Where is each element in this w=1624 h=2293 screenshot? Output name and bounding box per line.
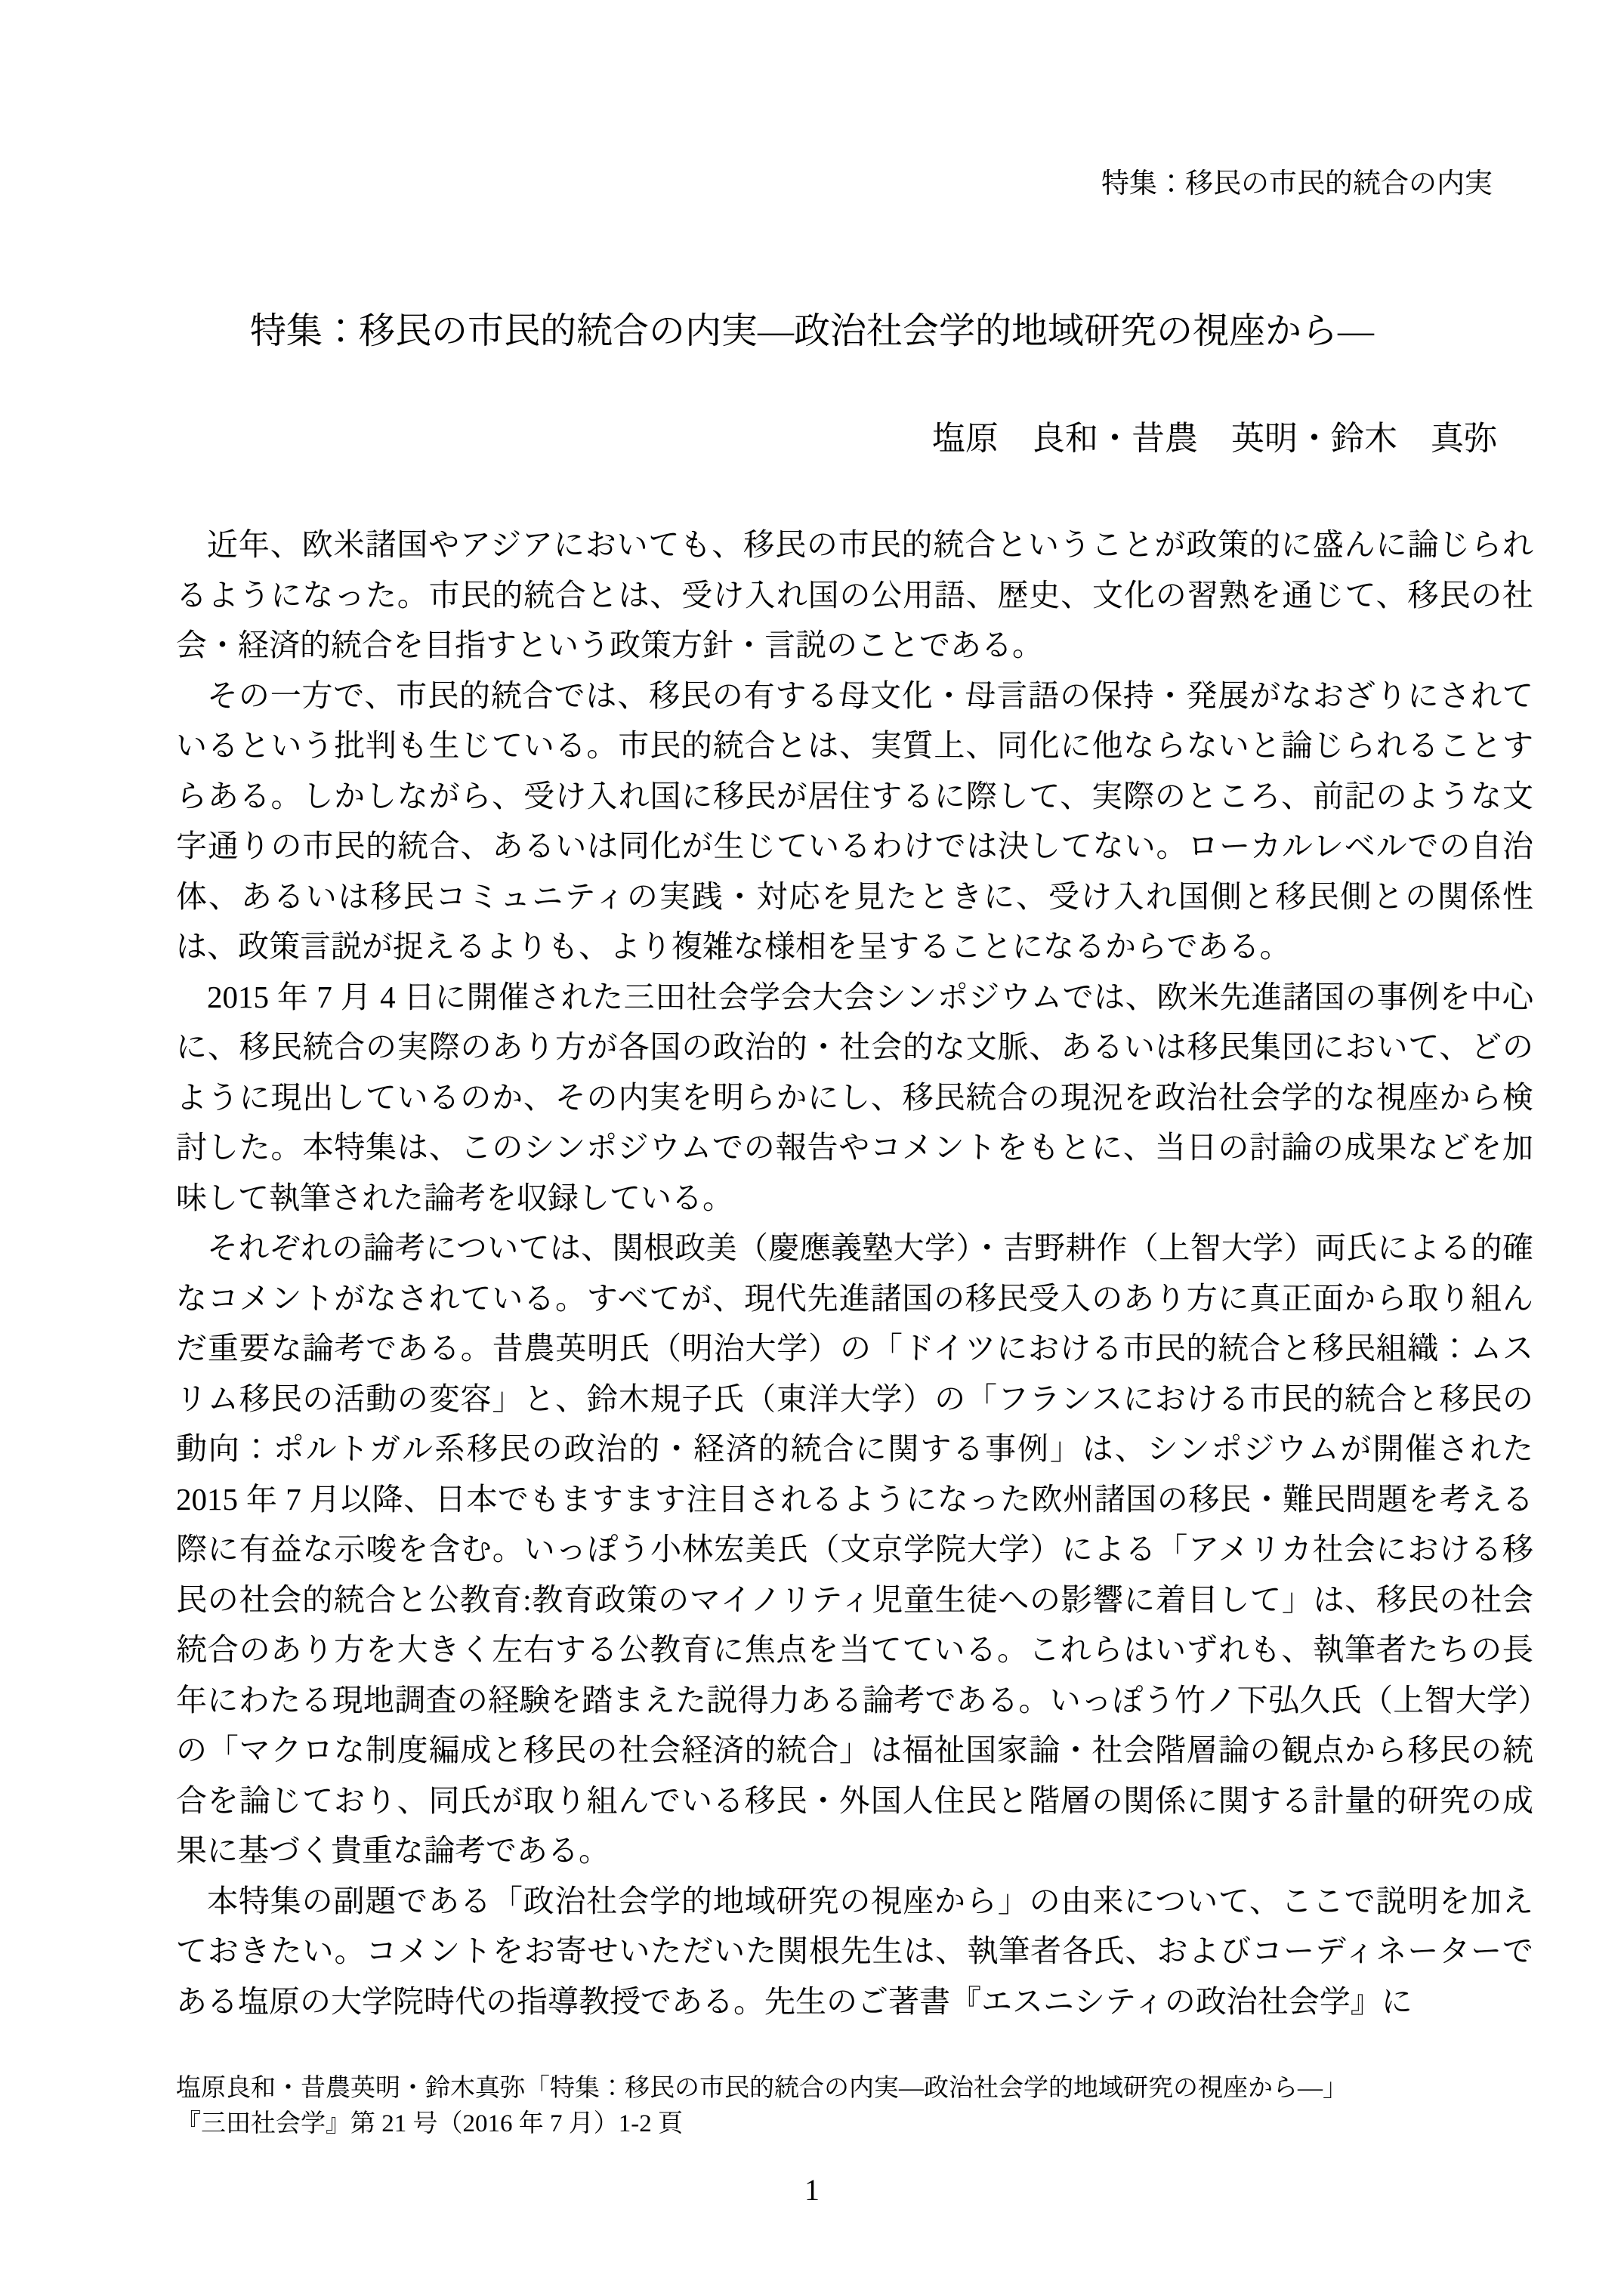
- page-number: 1: [804, 2173, 820, 2207]
- citation-footer: [176, 2071, 1533, 2142]
- body-paragraph: その一方で、市民的統合では、移民の有する母文化・母言語の保持・発展がなおざりにされているという批判も生じている。市民的統合とは、実質上、同化に他ならないと論じられることすらある。しかしながら、受け入れ国に移民が居住するに際して、実際のところ、前記のような文字通りの市民的統合、あるいは同化が生じているわけでは決してない。ローカルレベルでの自治体、あるいは移民コミュニティの実践・対応を見たときに、受け入れ国側と移民側との関係性は、政策言説が捉えるよりも、より複雑な様相を呈することになるからである。: [176, 677, 1533, 964]
- body-paragraph: 近年、欧米諸国やアジアにおいても、移民の市民的統合ということが政策的に盛んに論じられるようになった。市民的統合とは、受け入れ国の公用語、歴史、文化の習熟を通じて、移民の社会・経済的統合を目指すという政策方針・言説のことである。: [176, 527, 1533, 662]
- body-paragraph: 2015 年 7 月 4 日に開催された三田社会学会大会シンポジウムでは、欧米先進諸国の事例を中心に、移民統合の実際のあり方が各国の政治的・社会的な文脈、あるいは移民集団において、どのように現出しているのか、その内実を明らかにし、移民統合の現況を政治社会学的な視座から検討した。本特集は、このシンポジウムでの報告やコメントをもとに、当日の討論の成果などを加味して執筆された論考を収録している。: [176, 979, 1533, 1215]
- article-title: 特集：移民の市民的統合の内実—政治社会学的地域研究の視座から—: [249, 311, 1374, 351]
- citation-line-1: 塩原良和・昔農英明・鈴木真弥「特集：移民の市民的統合の内実—政治社会学的地域研究の視座から—」: [176, 2075, 1348, 2102]
- running-header: 特集：移民の市民的統合の内実: [1101, 168, 1493, 199]
- body-paragraph: 本特集の副題である「政治社会学的地域研究の視座から」の由来について、ここで説明を加えておきたい。コメントをお寄せいただいた関根先生は、執筆者各氏、およびコーディネーターである塩原の大学院時代の指導教授である。先生のご著書『エスニシティの政治社会学』に: [176, 1883, 1533, 2019]
- authors-line: 塩原 良和・昔農 英明・鈴木 真弥: [932, 420, 1497, 457]
- citation-line-2: 『三田社会学』第 21 号（2016 年 7 月）1-2 頁: [176, 2110, 683, 2137]
- body-paragraph: それぞれの論考については、関根政美（慶應義塾大学）・吉野耕作（上智大学）両氏による的確なコメントがなされている。すべてが、現代先進諸国の移民受入のあり方に真正面から取り組んだ重要な論考である。昔農英明氏（明治大学）の「ドイツにおける市民的統合と移民組織：ムスリム移民の活動の変容」と、鈴木規子氏（東洋大学）の「フランスにおける市民的統合と移民の動向：ポルトガル系移民の政治的・経済的統合に関する事例」は、シンポジウムが開催された 2015 年 7 月以降、日本でもますます注目されるようになった欧州諸国の移民・難民問題を考える際に有益な示唆を含む。いっぽう小林宏美氏（文京学院大学）による「アメリカ社会における移民の社会的統合と公教育:教育政策のマイノリティ児童生徒への影響に着目して」は、移民の社会統合のあり方を大きく左右する公教育に焦点を当てている。これらはいずれも、執筆者たちの長年にわたる現地調査の経験を踏まえた説得力ある論考である。いっぽう竹ノ下弘久氏（上智大学）の「マクロな制度編成と移民の社会経済的統合」は福祉国家論・社会階層論の観点から移民の統合を論じており、同氏が取り組んでいる移民・外国人住民と階層の関係に関する計量的研究の成果に基づく貴重な論考である。: [176, 1230, 1533, 1868]
- article-body: [176, 520, 1533, 2026]
